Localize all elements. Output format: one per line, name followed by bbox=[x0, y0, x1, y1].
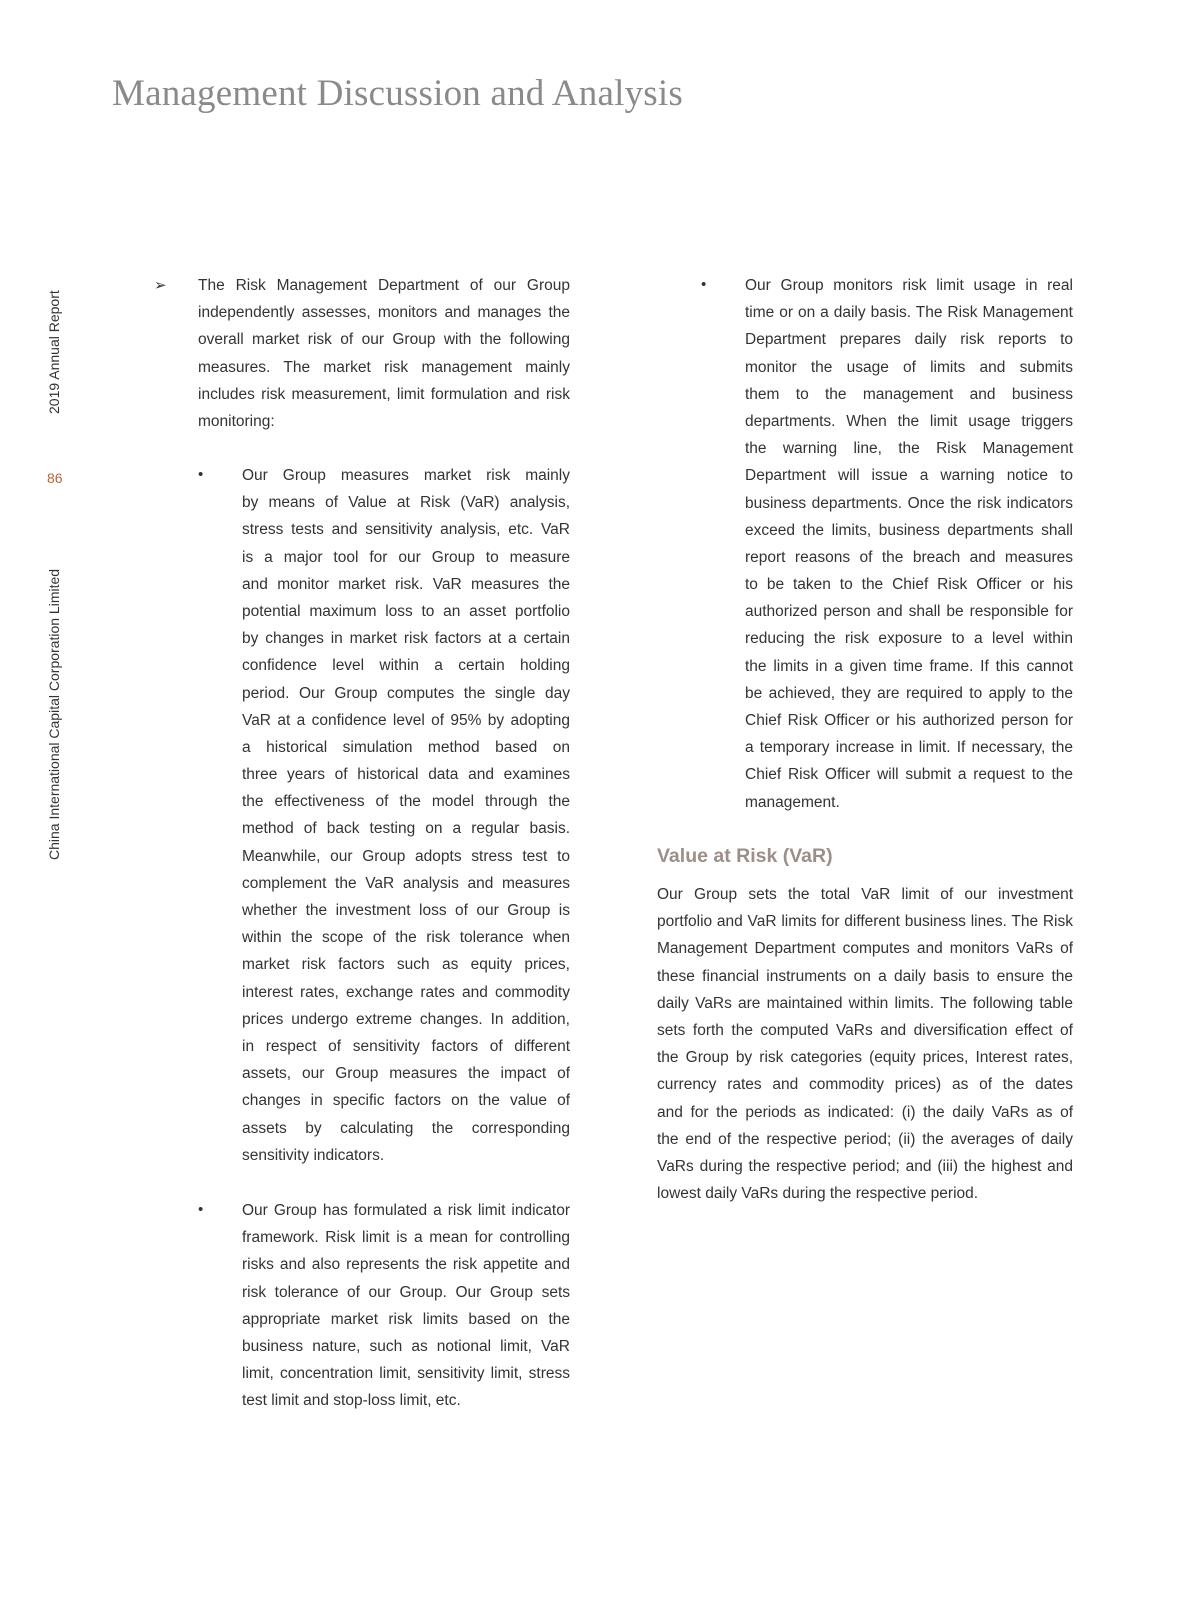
text-line: Meanwhile, our Group adopts stress test to bbox=[242, 847, 570, 865]
text-line: potential maximum loss to an asset portfolio bbox=[242, 602, 570, 620]
text-line: time or on a daily basis. The Risk Management bbox=[745, 304, 1073, 322]
text-line: the Group by risk categories (equity prices, Interest rates, bbox=[657, 1049, 1073, 1067]
side-report-label: 2019 Annual Report bbox=[46, 290, 62, 414]
page-title: Management Discussion and Analysis bbox=[112, 73, 683, 114]
text-line: The Risk Management Department of our Group bbox=[198, 277, 570, 294]
text-line: three years of historical data and examines bbox=[242, 766, 570, 784]
text-line: a historical simulation method based on bbox=[242, 738, 570, 756]
arrow-bullet-icon: ➢ bbox=[154, 277, 167, 294]
bullet-icon: • bbox=[198, 466, 204, 483]
text-line: Our Group measures market risk mainly bbox=[242, 467, 570, 484]
text-line: Department prepares daily risk reports to bbox=[745, 331, 1073, 349]
text-line: risk tolerance of our Group. Our Group sets bbox=[242, 1283, 570, 1301]
text-line: prices undergo extreme changes. In addition, bbox=[242, 1010, 570, 1028]
var-paragraph bbox=[657, 881, 1073, 1207]
text-line: risks and also represents the risk appetite and bbox=[242, 1256, 570, 1274]
text-line: Chief Risk Officer or his authorized person for bbox=[745, 712, 1073, 729]
section-heading-var: Value at Risk (VaR) bbox=[657, 845, 833, 867]
text-line: confidence level within a certain holding bbox=[242, 657, 570, 675]
text-line: Department will issue a warning notice to bbox=[745, 467, 1073, 485]
text-line: the limits in a given time frame. If this cannot bbox=[745, 657, 1073, 675]
text-line: VaRs during the respective period; and (iii) the highest and bbox=[657, 1157, 1073, 1175]
text-line: independently assesses, monitors and manages the bbox=[198, 304, 570, 322]
text-line: in respect of sensitivity factors of different bbox=[242, 1037, 570, 1055]
bullet-icon: • bbox=[701, 276, 707, 293]
bullet-paragraph-limit-monitoring bbox=[745, 272, 1073, 816]
text-line: stress tests and sensitivity analysis, etc. VaR bbox=[242, 521, 570, 539]
text-line: the warning line, the Risk Management bbox=[745, 440, 1073, 458]
text-line: VaR at a confidence level of 95% by adopting bbox=[242, 711, 570, 729]
text-line: and for the periods as indicated: (i) the daily VaRs as of bbox=[657, 1103, 1073, 1121]
text-line: them to the management and business bbox=[745, 385, 1073, 403]
text-line: business departments. Once the risk indicators bbox=[745, 494, 1073, 512]
text-line: framework. Risk limit is a mean for controlling bbox=[242, 1229, 570, 1247]
text-line: method of back testing on a regular basis. bbox=[242, 820, 570, 838]
side-company-label: China International Capital Corporation Limited bbox=[46, 568, 62, 860]
text-line: a temporary increase in limit. If necessary, the bbox=[745, 739, 1073, 757]
text-line: business nature, such as notional limit, VaR bbox=[242, 1337, 570, 1355]
text-line: lowest daily VaRs during the respective period. bbox=[657, 1185, 979, 1203]
text-line: sets forth the computed VaRs and diversification effect of bbox=[657, 1021, 1073, 1039]
text-line: by changes in market risk factors at a certain bbox=[242, 630, 570, 648]
bullet-paragraph-risk-limits bbox=[242, 1197, 570, 1415]
text-line: whether the investment loss of our Group is bbox=[242, 902, 570, 919]
text-line: be achieved, they are required to apply to the bbox=[745, 684, 1073, 702]
bullet-paragraph-var-analysis bbox=[242, 462, 570, 1169]
text-line: to be taken to the Chief Risk Officer or his bbox=[745, 576, 1073, 594]
text-line: is a major tool for our Group to measure bbox=[242, 548, 570, 566]
text-line: portfolio and VaR limits for different business lines. The Risk bbox=[657, 913, 1073, 931]
text-line: changes in specific factors on the value of bbox=[242, 1092, 570, 1110]
text-line: test limit and stop-loss limit, etc. bbox=[242, 1392, 461, 1410]
text-line: period. Our Group computes the single day bbox=[242, 684, 570, 702]
bullet-icon: • bbox=[198, 1201, 204, 1218]
text-line: the effectiveness of the model through the bbox=[242, 793, 570, 811]
text-line: market risk factors such as equity prices, bbox=[242, 956, 570, 974]
text-line: these financial instruments on a daily basis to ensure the bbox=[657, 967, 1073, 985]
text-line: authorized person and shall be responsible for bbox=[745, 603, 1073, 621]
text-line: by means of Value at Risk (VaR) analysis, bbox=[242, 494, 570, 512]
text-line: complement the VaR analysis and measures bbox=[242, 874, 570, 892]
page-number: 86 bbox=[47, 470, 63, 486]
text-line: monitor the usage of limits and submits bbox=[745, 358, 1073, 376]
text-line: report reasons of the breach and measures bbox=[745, 548, 1073, 566]
text-line: currency rates and commodity prices) as of the dates bbox=[657, 1076, 1073, 1094]
text-line: Our Group sets the total VaR limit of our investment bbox=[657, 886, 1073, 903]
text-line: Our Group monitors risk limit usage in real bbox=[745, 277, 1073, 294]
text-line: sensitivity indicators. bbox=[242, 1146, 385, 1164]
text-line: reducing the risk exposure to a level within bbox=[745, 630, 1073, 648]
text-line: within the scope of the risk tolerance when bbox=[242, 929, 570, 947]
text-line: and monitor market risk. VaR measures the bbox=[242, 575, 570, 593]
text-line: management. bbox=[745, 793, 840, 811]
text-line: assets by calculating the corresponding bbox=[242, 1119, 570, 1137]
text-line: assets, our Group measures the impact of bbox=[242, 1065, 570, 1083]
text-line: daily VaRs are maintained within limits. The following table bbox=[657, 994, 1073, 1012]
text-line: appropriate market risk limits based on the bbox=[242, 1310, 570, 1328]
text-line: includes risk measurement, limit formulation and risk bbox=[198, 385, 570, 403]
text-line: overall market risk of our Group with the following bbox=[198, 331, 570, 349]
text-line: Management Department computes and monitors VaRs of bbox=[657, 940, 1073, 958]
text-line: the end of the respective period; (ii) the averages of daily bbox=[657, 1130, 1073, 1148]
intro-paragraph bbox=[198, 272, 570, 435]
text-line: departments. When the limit usage triggers bbox=[745, 412, 1073, 430]
text-line: measures. The market risk management mainly bbox=[198, 358, 570, 376]
text-line: limit, concentration limit, sensitivity limit, stress bbox=[242, 1365, 570, 1383]
text-line: Chief Risk Officer will submit a request to the bbox=[745, 766, 1073, 784]
text-line: interest rates, exchange rates and commodity bbox=[242, 983, 570, 1001]
text-line: Our Group has formulated a risk limit indicator bbox=[242, 1202, 570, 1219]
text-line: monitoring: bbox=[198, 412, 275, 430]
text-line: exceed the limits, business departments shall bbox=[745, 521, 1073, 539]
